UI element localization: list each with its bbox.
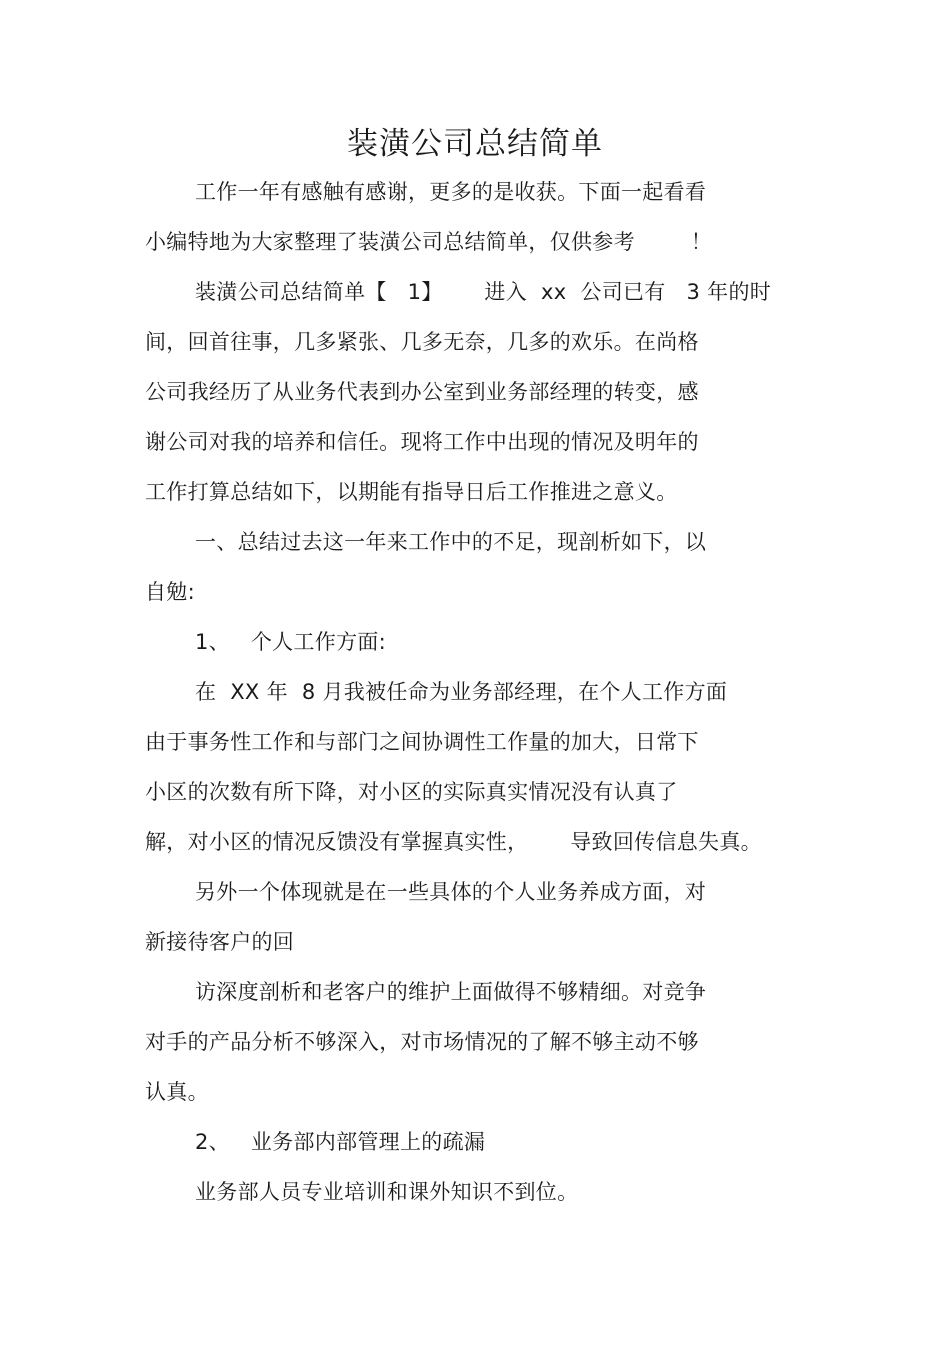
paragraph-line-17: 访深度剖析和老客户的维护上面做得不够精细。对竞争 <box>195 980 707 1004</box>
section-heading-1: 1、 个人工作方面: <box>195 630 387 654</box>
paragraph-line-7: 工作打算总结如下，以期能有指导日后工作推进之意义。 <box>145 480 678 504</box>
paragraph-line-4: 间，回首往事，几多紧张、几多无奈，几多的欢乐。在尚格 <box>145 330 699 354</box>
paragraph-line-18: 对手的产品分析不够深入，对市场情况的了解不够主动不够 <box>145 1030 699 1054</box>
paragraph-line-2: 小编特地为大家整理了装潢公司总结简单，仅供参考 ！ <box>145 230 712 254</box>
paragraph-line-3: 装潢公司总结简单【 1】 进入 xx 公司已有 3 年的时 <box>195 280 772 304</box>
paragraph-line-9: 自勉: <box>145 580 195 604</box>
paragraph-line-11: 在 XX 年 8 月我被任命为业务部经理，在个人工作方面 <box>195 680 728 704</box>
paragraph-line-5: 公司我经历了从业务代表到办公室到业务部经理的转变，感 <box>145 380 699 404</box>
paragraph-line-16: 新接待客户的回 <box>145 930 295 954</box>
paragraph-line-13: 小区的次数有所下降，对小区的实际真实情况没有认真了 <box>145 780 678 804</box>
paragraph-line-12: 由于事务性工作和与部门之间协调性工作量的加大，日常下 <box>145 730 699 754</box>
paragraph-line-14: 解，对小区的情况反馈没有掌握真实性， 导致回传信息失真。 <box>145 830 762 854</box>
paragraph-line-8: 一、总结过去这一年来工作中的不足，现剖析如下，以 <box>195 530 707 554</box>
paragraph-line-15: 另外一个体现就是在一些具体的个人业务养成方面，对 <box>195 880 707 904</box>
paragraph-line-1: 工作一年有感触有感谢，更多的是收获。下面一起看看 <box>195 180 707 204</box>
paragraph-line-19: 认真。 <box>145 1080 209 1104</box>
paragraph-line-21: 业务部人员专业培训和课外知识不到位。 <box>195 1180 579 1204</box>
paragraph-line-6: 谢公司对我的培养和信任。现将工作中出现的情况及明年的 <box>145 430 699 454</box>
document-title: 装潢公司总结简单 <box>347 126 603 162</box>
section-heading-2: 2、 业务部内部管理上的疏漏 <box>195 1130 486 1154</box>
